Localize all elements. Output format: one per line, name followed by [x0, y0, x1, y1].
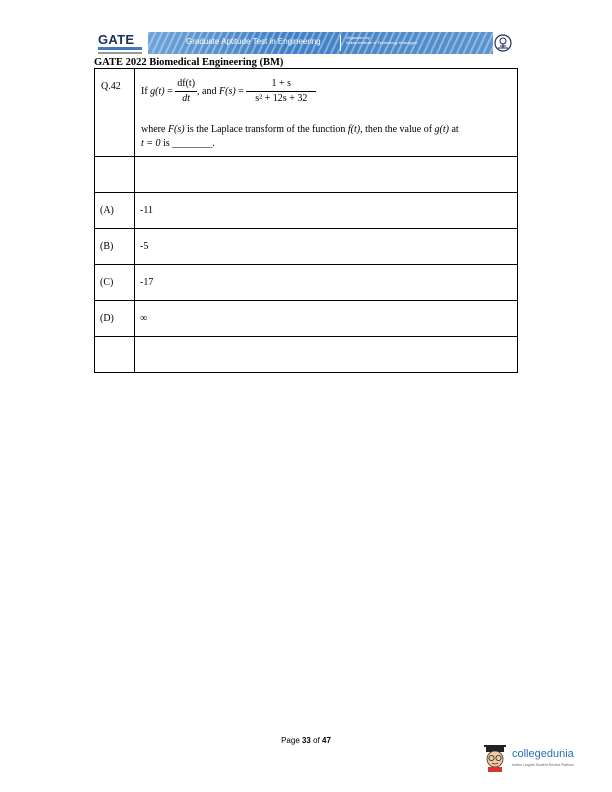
option-value-cell	[135, 229, 518, 265]
body-text-2: is the Laplace transform of the function	[184, 124, 348, 135]
derivative-denominator: dt	[182, 93, 191, 104]
question-table	[94, 68, 518, 373]
option-value: -17	[140, 277, 154, 288]
equals-sign: =	[164, 85, 176, 97]
option-value: -5	[140, 241, 149, 252]
blank-row	[95, 157, 518, 193]
header-banner	[148, 32, 493, 54]
page-prefix: Page	[281, 736, 302, 745]
equation-line	[141, 77, 511, 123]
collegedunia-watermark	[482, 744, 582, 774]
page-of: of	[310, 736, 323, 745]
option-row	[95, 229, 518, 265]
t-equals-zero: t = 0	[141, 138, 161, 149]
option-value: -11	[140, 205, 153, 216]
organised-by-label: Organised by	[346, 35, 370, 40]
equals-sign-2: =	[235, 85, 247, 97]
body-text-5: is ________.	[160, 138, 215, 149]
option-value-cell	[135, 301, 518, 337]
option-label: (D)	[100, 313, 114, 324]
page-total: 47	[322, 736, 331, 745]
option-label-cell	[95, 229, 135, 265]
laplace-denominator: s² + 12s + 32	[255, 93, 308, 104]
gate-logo	[96, 32, 146, 56]
and-text: , and	[197, 85, 219, 97]
blank-cell	[95, 157, 135, 193]
option-row	[95, 265, 518, 301]
question-body	[141, 123, 511, 151]
F-of-s: F(s)	[219, 85, 236, 97]
f-t-inline: f(t)	[347, 124, 361, 135]
question-number-cell	[95, 69, 135, 157]
blank-cell	[135, 337, 518, 373]
F-s-inline: F(s)	[167, 124, 185, 135]
body-text-3: , then the value of	[360, 124, 435, 135]
option-label: (B)	[100, 241, 114, 252]
option-value-cell	[135, 265, 518, 301]
blank-row	[95, 337, 518, 373]
paper-title: GATE 2022 Biomedical Engineering (BM)	[94, 57, 284, 68]
logo-bar	[98, 47, 142, 50]
page-header	[96, 30, 517, 56]
derivative-fraction	[175, 77, 197, 106]
option-row	[95, 193, 518, 229]
gate-logo-text: GATE	[98, 32, 135, 47]
organiser-name: Indian Institute of Technology Kharagpur	[346, 40, 418, 45]
banner-organiser	[346, 35, 418, 45]
body-text-4: at	[448, 124, 459, 135]
g-t-inline: g(t)	[434, 124, 449, 135]
laplace-fraction	[246, 77, 316, 106]
blank-cell	[95, 337, 135, 373]
option-value-cell	[135, 193, 518, 229]
brand-name: collegedunia	[512, 748, 574, 760]
page-current: 33	[301, 736, 311, 745]
option-label: (C)	[100, 277, 114, 288]
blank-cell	[135, 157, 518, 193]
derivative-numerator: df(t)	[175, 77, 197, 92]
body-text-1: where	[141, 124, 168, 135]
option-label-cell	[95, 193, 135, 229]
laplace-numerator: 1 + s	[246, 77, 316, 92]
question-text	[135, 69, 517, 151]
question-number: Q.42	[101, 81, 121, 92]
option-label-cell	[95, 265, 135, 301]
if-text: If	[141, 85, 151, 97]
iit-emblem-icon	[493, 33, 513, 53]
mascot-icon	[482, 744, 508, 772]
option-row	[95, 301, 518, 337]
banner-title: Graduate Aptitude Test in Engineering	[186, 37, 321, 46]
question-row	[95, 69, 518, 157]
option-label: (A)	[100, 205, 114, 216]
option-value: ∞	[140, 313, 148, 324]
logo-underline	[98, 52, 142, 54]
brand-tagline: India's Largest Student Review Platform	[512, 763, 575, 767]
question-text-cell	[135, 69, 518, 157]
banner-divider	[340, 35, 341, 51]
g-of-t: g(t)	[150, 85, 165, 97]
option-label-cell	[95, 301, 135, 337]
